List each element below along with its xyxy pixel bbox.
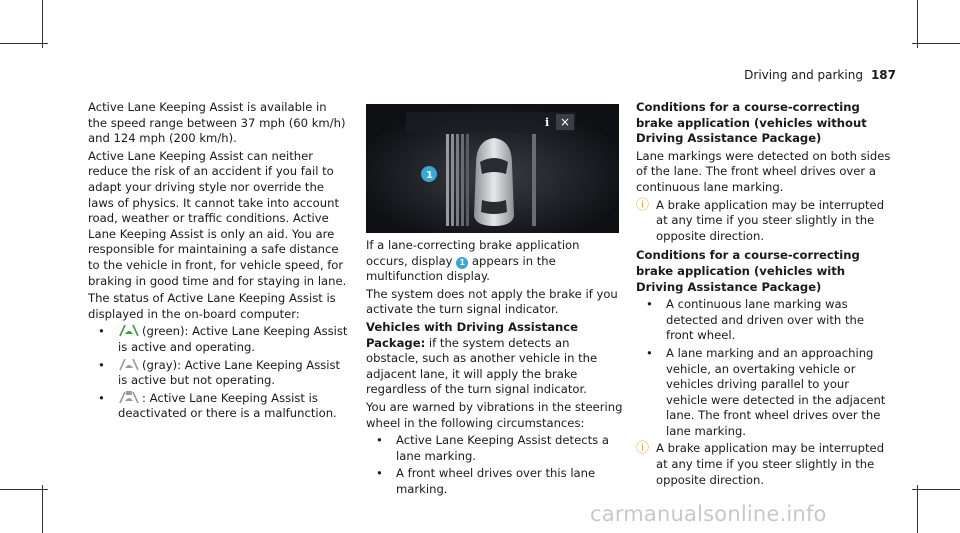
- list-item: [366, 466, 624, 497]
- callout-badge-label: 1: [426, 170, 433, 181]
- close-icon: ×: [560, 115, 571, 129]
- list-item-text: A front wheel drives over this lane marking.: [396, 466, 596, 496]
- section-title: Driving and parking: [744, 68, 863, 82]
- paragraph: [366, 320, 624, 398]
- bullet: •: [98, 357, 105, 372]
- lane-marking-right: [532, 134, 536, 226]
- list-item-text: A continuous lane marking was detected and driven over with the front wheel.: [666, 297, 864, 343]
- paragraph: Lane markings were detected on both sides of the lane. The front wheel drives over a continuous lane marking.: [636, 148, 891, 194]
- list-item: [636, 297, 894, 344]
- paragraph: The status of Active Lane Keeping Assist is displayed in the on-board computer:: [88, 291, 336, 321]
- car-top-view: [474, 138, 514, 226]
- list-item: [366, 433, 624, 464]
- display-illustration: [366, 104, 619, 233]
- paragraph: Active Lane Keeping Assist is available in the speed range between 37 mph (60 km/h) and 124 mph (200 km/h).: [88, 100, 346, 146]
- list-item-text: A lane marking and an approaching vehicle, an overtaking vehicle or vehicles driving parallel to your vehicle were detected in the adjacent lane. The front wheel drives over the lane marking.: [666, 345, 886, 438]
- list-item-text: (green): Active Lane Keeping Assist is active and operating.: [118, 324, 348, 354]
- paragraph: The system does not apply the brake if you activate the turn signal indicator.: [366, 286, 618, 317]
- section-heading: Conditions for a course-correcting brake application (vehicles with Driving Assistance Package): [636, 248, 860, 294]
- list-item: [88, 324, 348, 355]
- column-right: [636, 100, 894, 492]
- info-note-icon: ⓘ: [636, 197, 650, 213]
- info-icon: i: [545, 116, 550, 129]
- list-item: [88, 358, 348, 389]
- list-item: [88, 391, 348, 422]
- lane-assist-gray-icon: [118, 358, 140, 371]
- page-header: [744, 68, 896, 82]
- paragraph: [366, 238, 624, 285]
- bullet: •: [98, 324, 105, 339]
- paragraph: You are warned by vibrations in the steering wheel in the following circumstances:: [366, 399, 623, 430]
- bold-lead: Vehicles with Driving Assistance Package:: [366, 319, 579, 350]
- bullet: •: [646, 297, 653, 312]
- note: [636, 198, 894, 245]
- column-middle: [366, 238, 624, 500]
- multifunction-display-image: [366, 104, 619, 233]
- note-text: A brake application may be interrupted at any time if you steer slightly in the opposite direction.: [656, 197, 885, 243]
- note: [636, 441, 894, 488]
- info-note-icon: ⓘ: [636, 441, 650, 457]
- bullet: •: [646, 345, 653, 360]
- note-text: A brake application may be interrupted at any time if you steer slightly in the opposite direction.: [656, 441, 885, 487]
- page-number: 187: [870, 68, 896, 82]
- bullet: •: [376, 466, 383, 481]
- paragraph: Active Lane Keeping Assist can neither reduce the risk of an accident if you fail to adapt your driving style nor override the laws of physics. It cannot take into account road, weather or traffic conditions. Active Lane Keeping Assist is only an aid. You are responsible for maintaining a safe distance to the vehicle in front, for vehicle speed, for braking in good time and for staying in lane.: [88, 148, 347, 288]
- column-left: [88, 100, 348, 424]
- watermark: carmanualsonline.info: [590, 502, 827, 526]
- paragraph-text: appears in the multifunction display.: [366, 253, 556, 284]
- list-item-text: (gray): Active Lane Keeping Assist is active but not operating.: [118, 357, 341, 388]
- section-heading: Conditions for a course-correcting brake application (vehicles without Driving Assistance Package): [636, 100, 867, 146]
- bullet: •: [98, 390, 105, 405]
- paragraph-text: if the system detects an obstacle, such as another vehicle in the adjacent lane, it will apply the brake regardless of the turn signal indicator.: [366, 335, 598, 397]
- lane-assist-green-icon: [118, 324, 140, 337]
- list-item: [636, 346, 894, 440]
- status-list: [88, 324, 348, 422]
- bullet: •: [376, 433, 383, 448]
- warning-list: [366, 433, 624, 497]
- lane-assist-off-icon: [118, 391, 140, 404]
- list-item-text: : Active Lane Keeping Assist is deactivated or there is a malfunction.: [118, 390, 337, 421]
- paragraph-text: If a lane-correcting brake application occurs, display: [366, 238, 580, 268]
- conditions-list: [636, 297, 894, 439]
- list-item-text: Active Lane Keeping Assist detects a lane marking.: [396, 433, 609, 463]
- callout-badge-inline: 1: [456, 257, 468, 269]
